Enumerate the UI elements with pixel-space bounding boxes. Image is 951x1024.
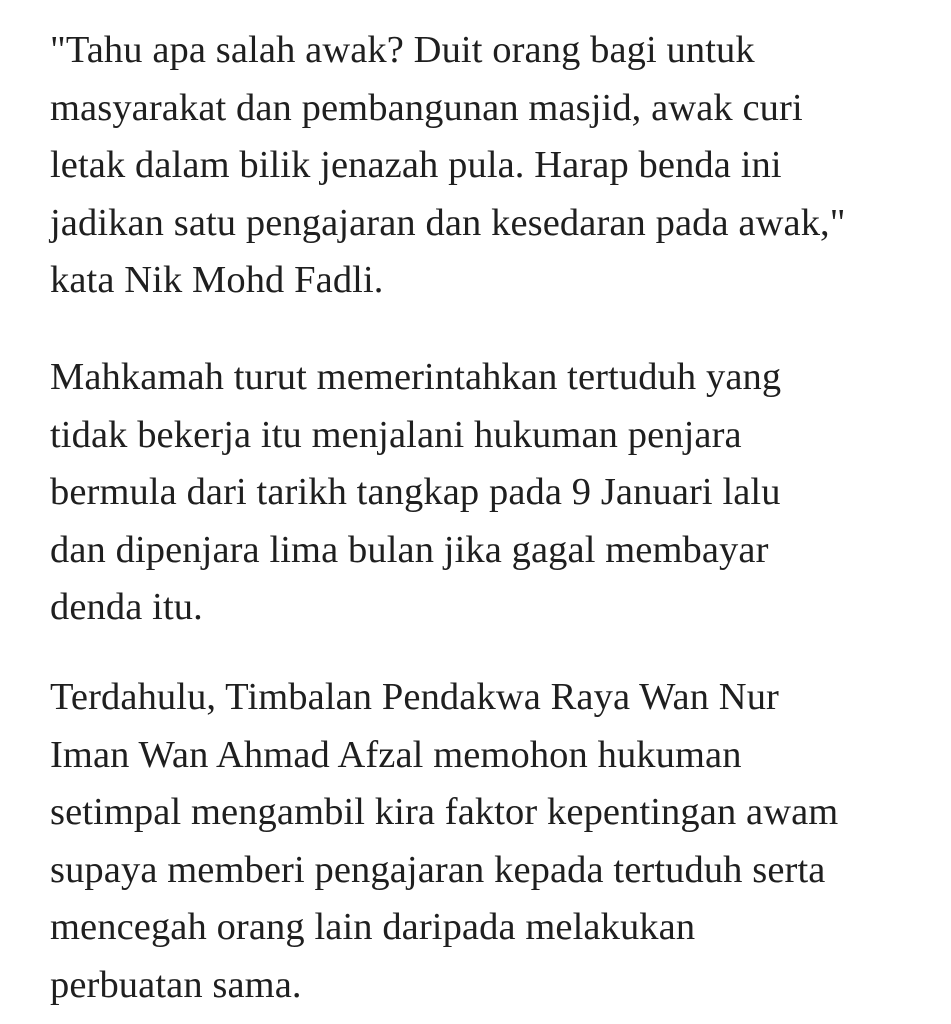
paragraph-prosecution bbox=[50, 669, 910, 1014]
text-line: Terdahulu, Timbalan Pendakwa Raya Wan Nur bbox=[50, 676, 779, 718]
text-line: Iman Wan Ahmad Afzal memohon hukuman bbox=[50, 733, 742, 776]
text-line: bermula dari tarikh tangkap pada 9 Januari lalu bbox=[50, 471, 781, 513]
text-line: dan dipenjara lima bulan jika gagal membayar bbox=[50, 528, 769, 571]
text-line: supaya memberi pengajaran kepada tertuduh serta bbox=[50, 848, 826, 891]
text-line: jadikan satu pengajaran dan kesedaran pada awak," bbox=[50, 201, 846, 244]
paragraph-quote bbox=[50, 22, 910, 310]
text-line: masyarakat dan pembangunan masjid, awak curi bbox=[50, 86, 803, 129]
paragraph-sentence bbox=[50, 349, 910, 637]
text-line: "Tahu apa salah awak? Duit orang bagi untuk bbox=[50, 29, 755, 71]
text-line: Mahkamah turut memerintahkan tertuduh yang bbox=[50, 356, 782, 398]
text-line: setimpal mengambil kira faktor kepentingan awam bbox=[50, 791, 839, 833]
text-line: kata Nik Mohd Fadli. bbox=[50, 259, 384, 301]
text-line: perbuatan sama. bbox=[50, 963, 302, 1006]
text-line: letak dalam bilik jenazah pula. Harap benda ini bbox=[50, 144, 782, 186]
text-line: mencegah orang lain daripada melakukan bbox=[50, 906, 696, 948]
text-line: tidak bekerja itu menjalani hukuman penjara bbox=[50, 413, 742, 456]
text-line: denda itu. bbox=[50, 586, 203, 628]
